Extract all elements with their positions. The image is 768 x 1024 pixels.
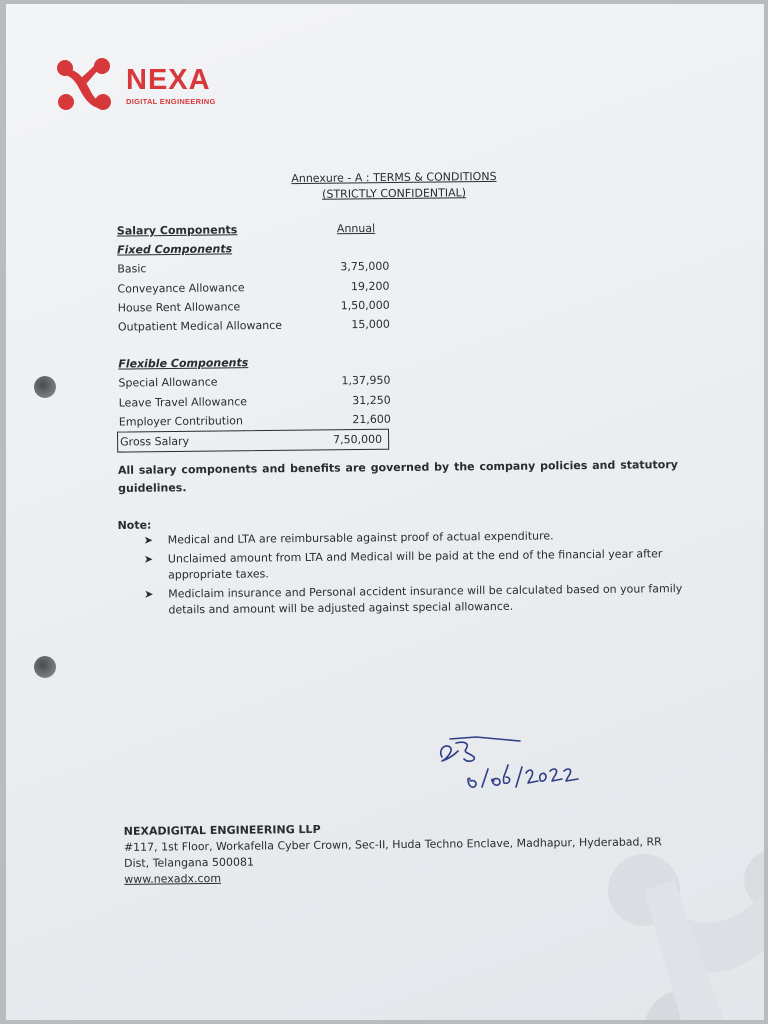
heading-line-2: (STRICTLY CONFIDENTIAL): [322, 186, 467, 201]
list-item: [118, 546, 684, 584]
gross-salary-row: [117, 429, 389, 453]
flexible-components-title: Flexible Components: [118, 356, 249, 371]
gross-salary-value: 7,50,000: [333, 432, 383, 447]
arrow-bullet-icon: ➤: [143, 533, 153, 547]
address-line-1: #117, 1st Floor, Workafella Cyber Crown, Sec-II, Huda Techno Enclave, Madhapur, Hyderabad, RR: [123, 835, 662, 854]
component-label: Employer Contribution: [118, 413, 243, 429]
component-value: 15,000: [351, 317, 390, 332]
punch-hole: [34, 376, 56, 398]
note-title: Note:: [117, 518, 152, 532]
gross-salary-label: Gross Salary: [120, 434, 190, 449]
annual-header: Annual: [336, 221, 376, 236]
handwritten-signature: [430, 729, 590, 799]
note-text: Medical and LTA are reimbursable against proof of actual expenditure.: [167, 529, 554, 547]
website-link[interactable]: www.nexadx.com: [124, 871, 222, 886]
component-label: Outpatient Medical Allowance: [117, 318, 283, 334]
footer: [124, 818, 685, 888]
punch-hole: [34, 656, 56, 678]
company-name: NEXADIGITAL ENGINEERING LLP: [123, 822, 321, 838]
component-value: 3,75,000: [340, 260, 390, 274]
component-value: 19,200: [350, 279, 390, 293]
component-label: Basic: [117, 262, 147, 276]
component-value: 1,50,000: [340, 298, 390, 312]
arrow-bullet-icon: ➤: [143, 552, 154, 566]
salary-table: [115, 218, 417, 452]
brand-tagline: DIGITAL ENGINEERING: [126, 97, 216, 106]
component-label: Conveyance Allowance: [117, 280, 245, 296]
list-item: [118, 581, 684, 619]
brand-name: NEXA: [126, 64, 211, 96]
salary-components-header: Salary Components: [116, 223, 238, 238]
component-label: Leave Travel Allowance: [118, 394, 248, 410]
component-value: 1,37,950: [341, 374, 391, 388]
component-label: House Rent Allowance: [117, 300, 241, 315]
document-page: [6, 4, 764, 1020]
heading-line-1: Annexure - A : TERMS & CONDITIONS: [291, 169, 497, 186]
nexa-logo-mark-icon: [54, 56, 116, 116]
address-line-2: Dist, Telangana 500081: [124, 855, 255, 870]
note-list: [118, 527, 685, 619]
note-text: Unclaimed amount from LTA and Medical will be paid at the end of the financial year after appropriate taxes.: [167, 547, 663, 582]
component-value: 21,600: [352, 412, 391, 426]
fixed-components-title: Fixed Components: [117, 242, 233, 257]
component-label: Special Allowance: [118, 375, 218, 390]
arrow-bullet-icon: ➤: [144, 587, 154, 601]
annexure-heading: [284, 169, 504, 203]
table-row: [116, 314, 416, 336]
note-section: [117, 513, 684, 622]
nexa-logo: [54, 56, 234, 116]
policy-statement: All salary components and benefits are governed by the company policies and statutory guidelines.: [117, 458, 678, 495]
component-value: 31,250: [352, 393, 391, 407]
note-text: Mediclaim insurance and Personal accident insurance will be calculated based on your family details and amount will be adjusted against special allowance.: [168, 582, 683, 617]
